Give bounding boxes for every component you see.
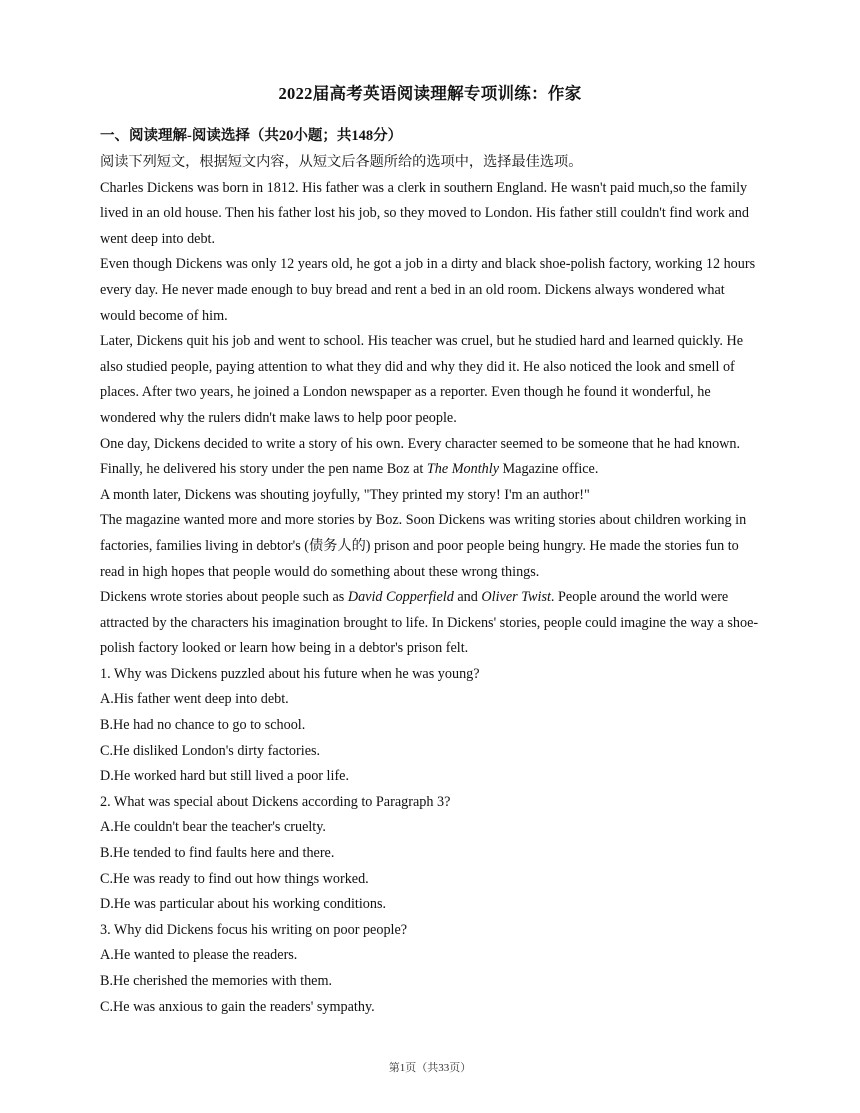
question-2-option-a: A.He couldn't bear the teacher's cruelty.: [100, 819, 326, 836]
book-title-david-copperfield: David Copperfield: [347, 589, 454, 606]
section-heading: 一、阅读理解-阅读选择（共20小题；共148分）: [100, 128, 403, 144]
passage-paragraph-5: A month later, Dickens was shouting joyfully, "They printed my story! I'm an author!": [100, 486, 590, 503]
document-title: 2022届高考英语阅读理解专项训练：作家: [278, 84, 582, 103]
question-3-option-a: A.He wanted to please the readers.: [100, 947, 298, 964]
passage-paragraph-7: [100, 585, 762, 662]
magazine-title: The Monthly: [426, 461, 499, 478]
question-3-option-b: B.He cherished the memories with them.: [100, 973, 333, 989]
question-2-option-b: B.He tended to find faults here and there.: [100, 845, 335, 862]
passage-paragraph-1: Charles Dickens was born in 1812. His father was a clerk in southern England. He wasn't paid much,so the family lived in an old house. Then his father lost his job, so they moved to London. His father still couldn't find work and went deep into debt.: [100, 179, 749, 247]
question-1-option-b: B.He had no chance to go to school.: [100, 717, 306, 734]
question-2-stem: 2. What was special about Dickens according to Paragraph 3?: [100, 793, 451, 810]
document-body: [100, 150, 762, 1020]
question-2-option-c: C.He was ready to find out how things worked.: [100, 870, 369, 887]
paragraph-7-text-a: Dickens wrote stories about people such as: [100, 589, 348, 606]
question-1-stem: 1. Why was Dickens puzzled about his future when he was young?: [100, 665, 480, 682]
passage-paragraph-4: [100, 432, 762, 483]
question-2-option-d: D.He was particular about his working conditions.: [100, 896, 387, 913]
paragraph-4-text-a: One day, Dickens decided to write a story of his own. Every character seemed to be someone that he had known. Finally, he delivered his story under the pen name Boz at: [100, 435, 741, 478]
question-3-stem: 3. Why did Dickens focus his writing on poor people?: [100, 921, 408, 938]
paragraph-7-text-b: . People around the world were attracted by the characters his imagination brought to life. In Dickens' stories, people could imagine the way a shoe-polish factory looked or learn how being in a debtor's prison felt.: [100, 589, 759, 657]
passage-paragraph-6: The magazine wanted more and more stories by Boz. Soon Dickens was writing stories about children working in factories, families living in debtor's (债务人的) prison and poor people being hungry. He made the stories fun to read in high hopes that people would do something about these wrong things.: [100, 512, 747, 580]
page-footer: 第1页（共33页）: [388, 1062, 472, 1074]
question-1-option-c: C.He disliked London's dirty factories.: [100, 742, 321, 759]
question-1-option-a: A.His father went deep into debt.: [100, 691, 289, 708]
book-title-oliver-twist: Oliver Twist: [481, 589, 551, 606]
question-3-option-c: C.He was anxious to gain the readers' sympathy.: [100, 998, 375, 1015]
passage-paragraph-3: Later, Dickens quit his job and went to school. His teacher was cruel, but he studied hard and learned quickly. He also studied people, paying attention to what they did and why they did it. He also noticed the look and smell of places. After two years, he joined a London newspaper as a reporter. Even though he found it wonderful, he wondered why the rulers didn't make laws to help poor people.: [100, 333, 744, 426]
instruction-text: 阅读下列短文，根据短文内容，从短文后各题所给的选项中，选择最佳选项。: [100, 154, 583, 170]
paragraph-7-conjunction: and: [453, 589, 482, 606]
question-1-option-d: D.He worked hard but still lived a poor life.: [100, 768, 350, 785]
passage-paragraph-2: Even though Dickens was only 12 years old, he got a job in a dirty and black shoe-polish factory, working 12 hours every day. He never made enough to buy bread and rent a bed in an old room. Dickens always wondered what would become of him.: [100, 256, 756, 324]
paragraph-4-text-b: Magazine office.: [499, 461, 599, 478]
